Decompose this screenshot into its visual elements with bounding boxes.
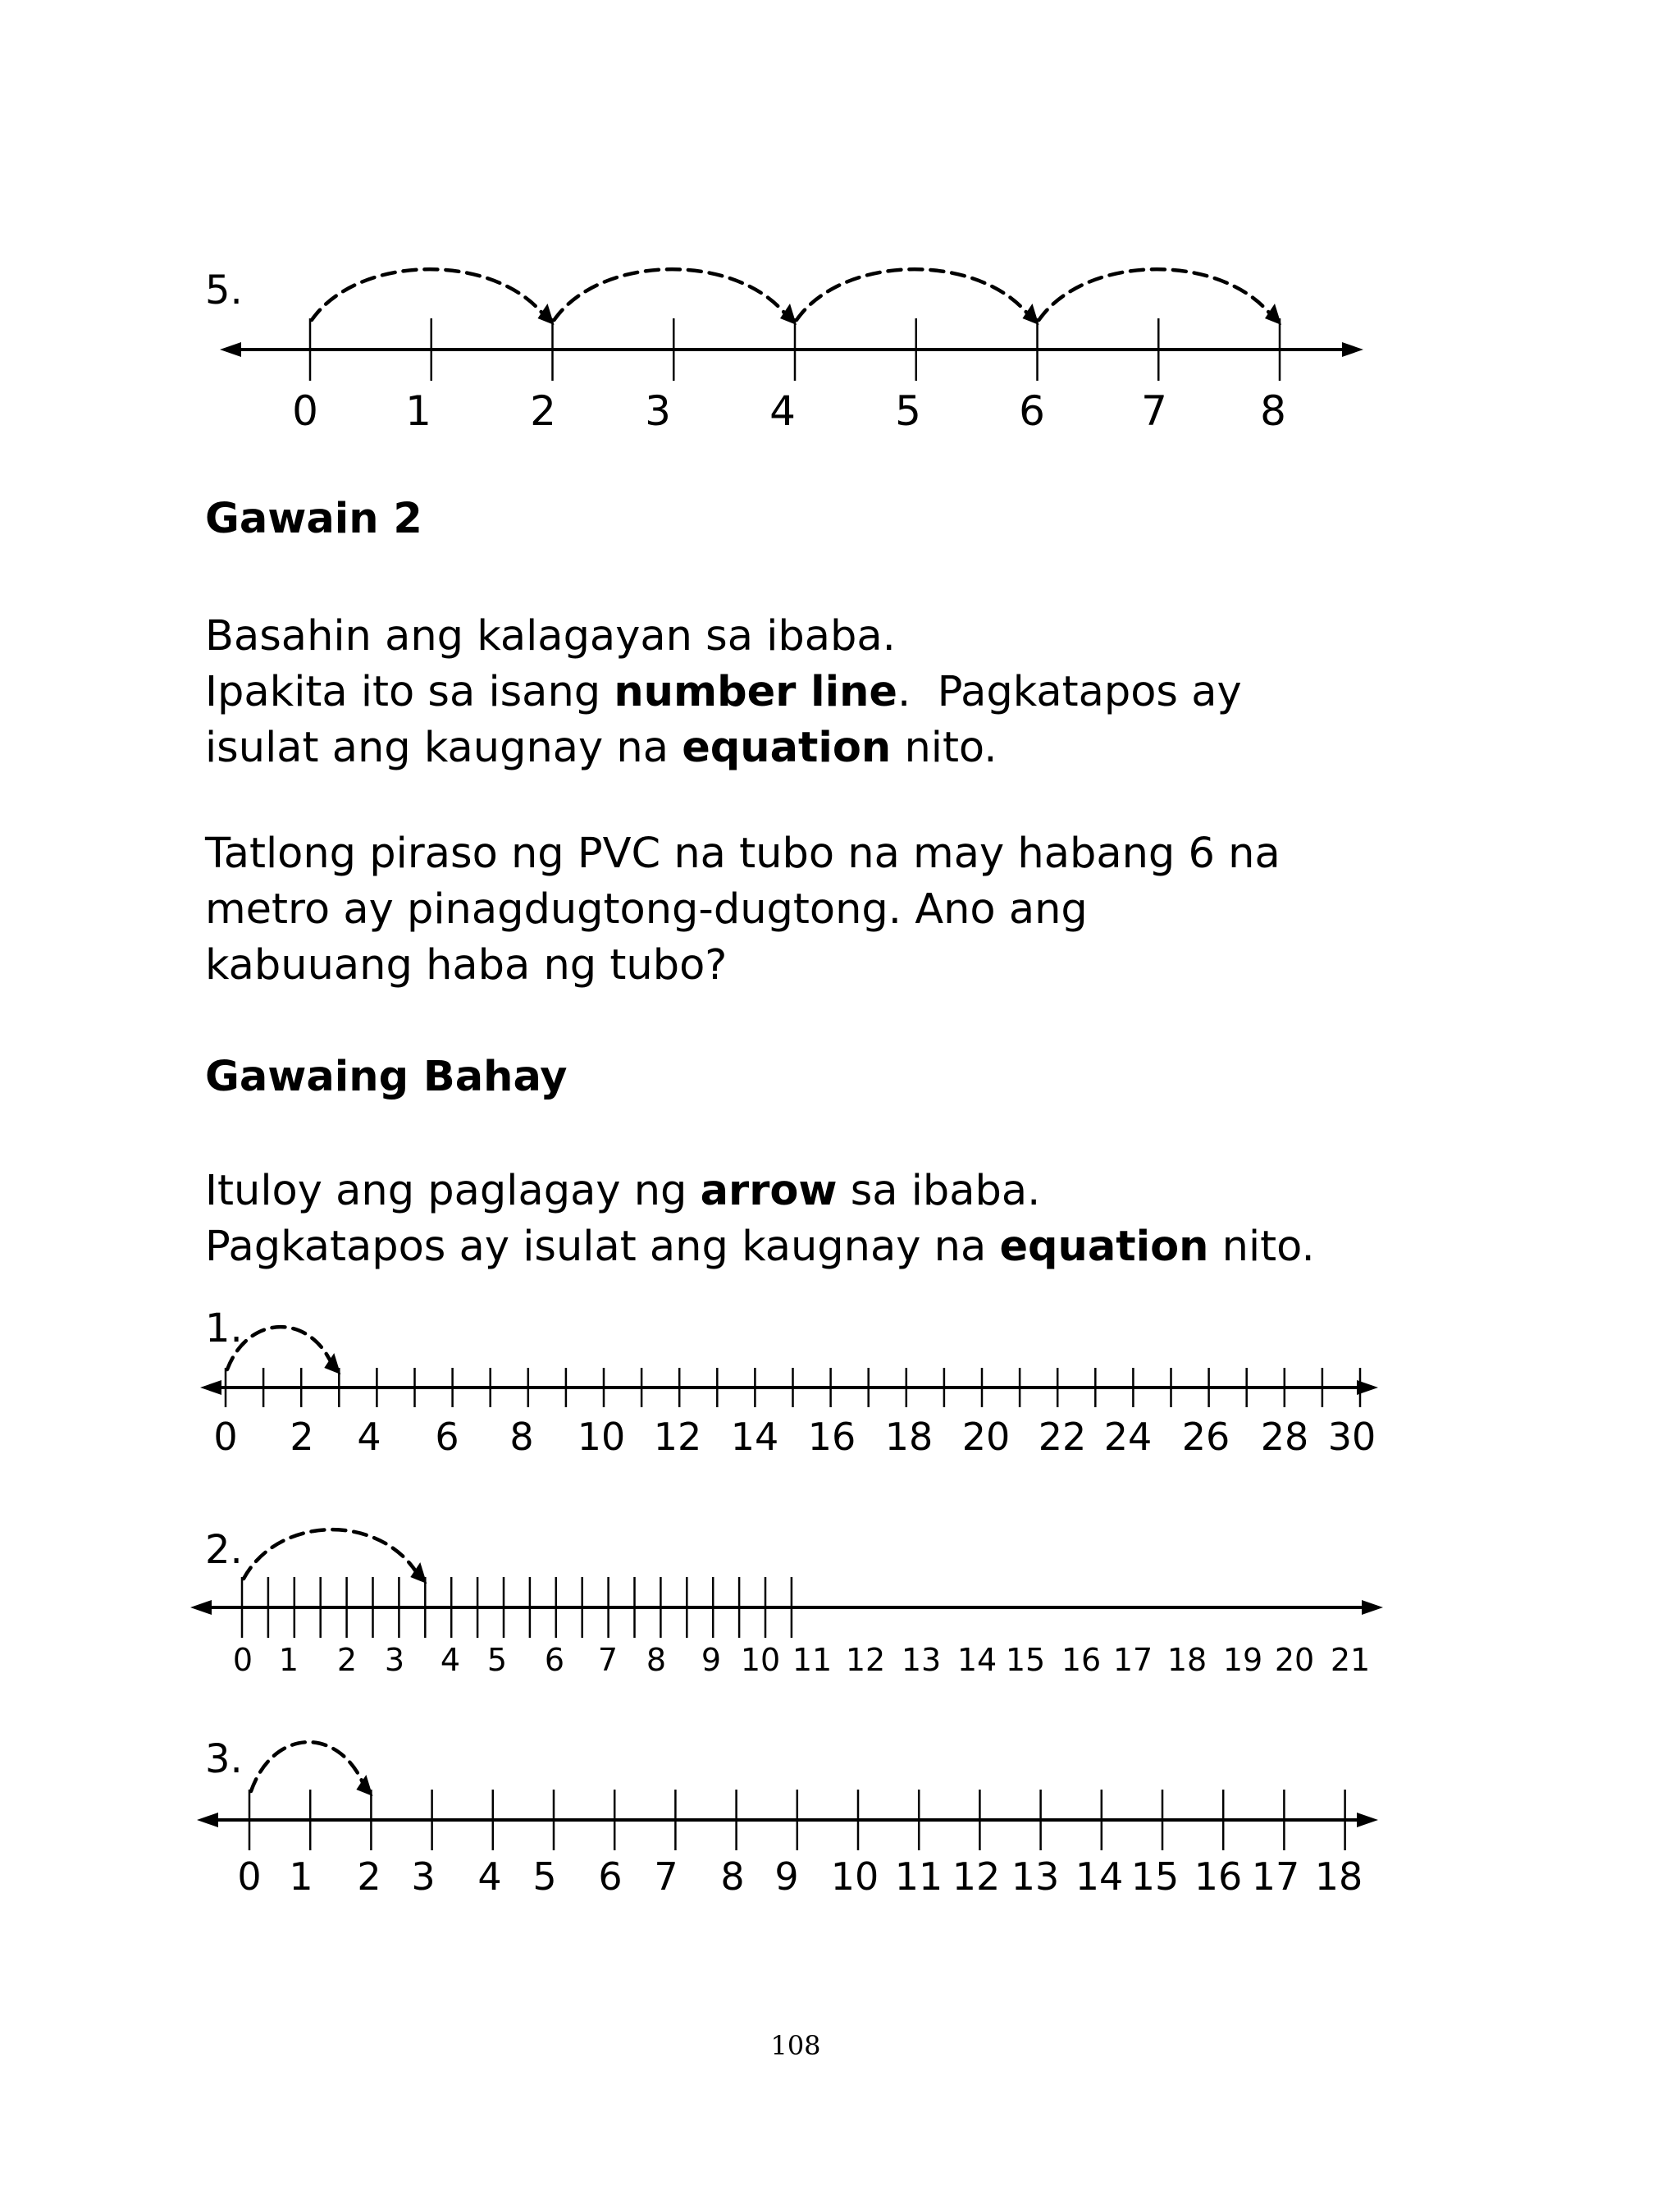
right-arrowhead-icon — [1357, 1813, 1378, 1827]
tick-label: 7 — [597, 1642, 619, 1678]
hop-arc — [555, 269, 791, 320]
tick-label: 4 — [477, 1854, 502, 1899]
left-arrowhead-icon — [197, 1813, 218, 1827]
tick-label: 6 — [435, 1415, 459, 1459]
tick-label: 11 — [894, 1854, 943, 1899]
tick-label: 28 — [1260, 1415, 1309, 1459]
problem-line: kabuuang haba ng tubo? — [205, 941, 728, 990]
homework-number-line-3 — [0, 1719, 1680, 1916]
tick-label: 6 — [1019, 387, 1045, 435]
tick-label: 10 — [740, 1642, 781, 1678]
tick-label: 13 — [1011, 1854, 1060, 1899]
instruction-text: isulat ang kaugnay na — [205, 724, 682, 772]
tick-label: 1 — [278, 1642, 299, 1678]
tick-label: 5 — [895, 387, 921, 435]
hop-arc — [244, 1529, 420, 1579]
tick-label: 20 — [961, 1415, 1011, 1459]
instruction-text: Pagkatapos ay isulat ang kaugnay na — [205, 1223, 1000, 1271]
bold-term: arrow — [700, 1167, 838, 1215]
bold-term: equation — [999, 1223, 1209, 1271]
gawain2-instructions — [205, 609, 1242, 776]
hop-arrowhead-icon — [1265, 304, 1281, 325]
tick-label: 19 — [1222, 1642, 1263, 1678]
problem-line: metro ay pinagdugtong-dugtong. Ano ang — [205, 885, 1088, 934]
right-arrowhead-icon — [1342, 342, 1363, 357]
tick-label: 9 — [774, 1854, 799, 1899]
homework-number-line-2 — [0, 1493, 1680, 1690]
tick-label: 7 — [654, 1854, 678, 1899]
tick-label: 12 — [952, 1854, 1001, 1899]
tick-label: 1 — [289, 1854, 313, 1899]
gawain2-instruction-line — [205, 665, 1242, 720]
hop-arc — [312, 269, 548, 320]
tick-label: 2 — [290, 1415, 314, 1459]
item-number: 1. — [205, 1305, 243, 1351]
number-line-svg — [0, 1719, 1680, 1916]
tick-label: 14 — [956, 1642, 998, 1678]
hop-arc — [227, 1327, 334, 1369]
tick-label: 0 — [237, 1854, 262, 1899]
tick-label: 9 — [701, 1642, 722, 1678]
tick-label: 8 — [1260, 387, 1286, 435]
tick-label: 8 — [646, 1642, 667, 1678]
tick-label: 16 — [1061, 1642, 1102, 1678]
hop-arrowhead-icon — [1023, 304, 1039, 325]
tick-label: 24 — [1103, 1415, 1153, 1459]
item-number: 3. — [205, 1736, 243, 1782]
tick-label: 15 — [1130, 1854, 1180, 1899]
tick-label: 10 — [830, 1854, 879, 1899]
bold-term: number line — [614, 668, 897, 716]
tick-label: 3 — [384, 1642, 405, 1678]
tick-label: 20 — [1274, 1642, 1315, 1678]
tick-label: 18 — [1166, 1642, 1208, 1678]
item-number: 2. — [205, 1527, 243, 1573]
gawain2-instruction-line: Basahin ang kalagayan sa ibaba. — [205, 612, 896, 661]
gawaing-bahay-instruction-line — [205, 1219, 1315, 1275]
gawaing-bahay-heading: Gawaing Bahay — [205, 1053, 568, 1101]
tick-label: 22 — [1038, 1415, 1087, 1459]
tick-label: 14 — [730, 1415, 779, 1459]
gawain2-problem — [205, 826, 1281, 994]
hop-arrowhead-icon — [780, 304, 797, 325]
tick-label: 0 — [213, 1415, 238, 1459]
tick-label: 11 — [792, 1642, 833, 1678]
tick-label: 4 — [769, 387, 796, 435]
tick-label: 18 — [1314, 1854, 1363, 1899]
instruction-text: Ipakita ito sa isang — [205, 668, 614, 716]
tick-label: 17 — [1251, 1854, 1300, 1899]
left-arrowhead-icon — [220, 342, 241, 357]
problem-line: Tatlong piraso ng PVC na tubo na may habang 6 na — [205, 830, 1281, 878]
tick-label: 3 — [645, 387, 671, 435]
tick-label: 4 — [440, 1642, 461, 1678]
instruction-text: Ituloy ang paglagay ng — [205, 1167, 701, 1215]
number-line-svg — [0, 1493, 1680, 1690]
hop-arc — [1039, 269, 1276, 320]
tick-label: 3 — [411, 1854, 436, 1899]
tick-label: 8 — [509, 1415, 534, 1459]
item-number: 5. — [205, 267, 243, 313]
tick-label: 21 — [1330, 1642, 1371, 1678]
tick-label: 14 — [1075, 1854, 1124, 1899]
tick-label: 2 — [530, 387, 556, 435]
hop-arc — [797, 269, 1033, 320]
gawaing-bahay-instruction-line — [205, 1164, 1315, 1219]
tick-label: 5 — [532, 1854, 557, 1899]
instruction-text: sa ibaba. — [837, 1167, 1041, 1215]
bold-term: equation — [682, 724, 892, 772]
homework-number-line-1 — [0, 1296, 1680, 1469]
tick-label: 10 — [577, 1415, 626, 1459]
tick-label: 12 — [845, 1642, 886, 1678]
tick-label: 5 — [486, 1642, 508, 1678]
tick-label: 2 — [357, 1854, 381, 1899]
tick-label: 17 — [1112, 1642, 1153, 1678]
example-number-line — [0, 238, 1680, 451]
gawain2-heading: Gawain 2 — [205, 495, 422, 543]
left-arrowhead-icon — [190, 1600, 212, 1615]
tick-label: 7 — [1141, 387, 1167, 435]
instruction-text: nito. — [1208, 1223, 1315, 1271]
tick-label: 13 — [901, 1642, 942, 1678]
tick-label: 6 — [544, 1642, 565, 1678]
gawain2-instruction-line — [205, 720, 1242, 776]
hop-arrowhead-icon — [356, 1775, 372, 1796]
tick-label: 8 — [720, 1854, 745, 1899]
number-line-svg — [0, 238, 1680, 451]
gawaing-bahay-instructions — [205, 1164, 1315, 1275]
tick-label: 0 — [232, 1642, 253, 1678]
instruction-text: nito. — [891, 724, 998, 772]
tick-label: 1 — [405, 387, 431, 435]
tick-label: 26 — [1181, 1415, 1230, 1459]
tick-label: 16 — [1194, 1854, 1243, 1899]
instruction-text: . Pagkatapos ay — [897, 668, 1242, 716]
number-line-svg — [0, 1296, 1680, 1469]
tick-label: 15 — [1005, 1642, 1046, 1678]
right-arrowhead-icon — [1362, 1600, 1383, 1615]
hop-arc — [251, 1742, 366, 1791]
tick-label: 30 — [1327, 1415, 1376, 1459]
tick-label: 6 — [598, 1854, 623, 1899]
hop-arrowhead-icon — [538, 304, 555, 325]
tick-label: 0 — [292, 387, 318, 435]
left-arrowhead-icon — [200, 1380, 221, 1395]
tick-label: 12 — [653, 1415, 702, 1459]
tick-label: 4 — [357, 1415, 381, 1459]
tick-label: 16 — [807, 1415, 856, 1459]
tick-label: 18 — [884, 1415, 934, 1459]
page-number: 108 — [770, 2030, 821, 2061]
tick-label: 2 — [336, 1642, 358, 1678]
